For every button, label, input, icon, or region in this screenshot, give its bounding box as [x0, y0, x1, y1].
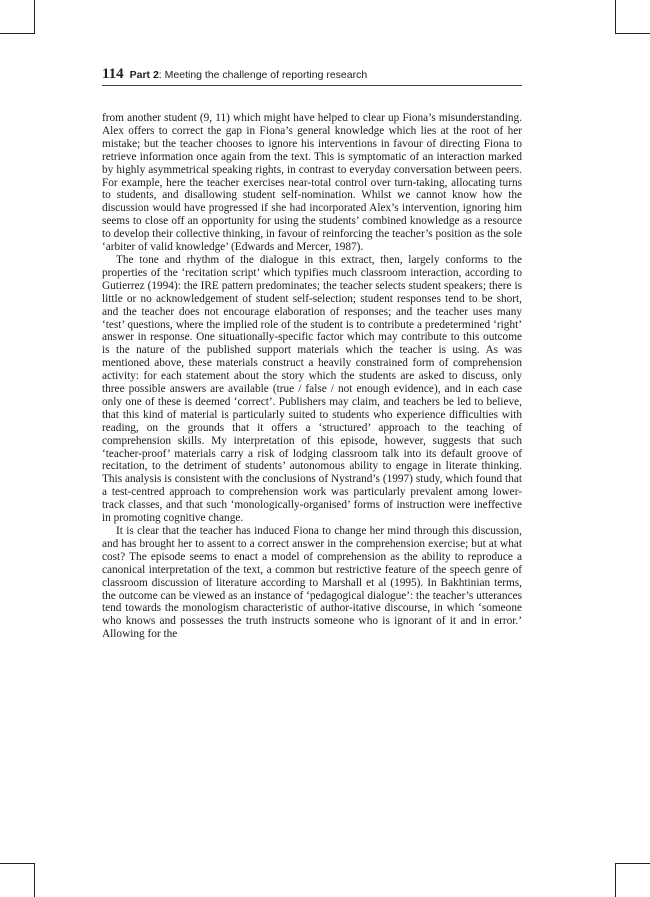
crop-mark [615, 863, 616, 897]
crop-mark [34, 0, 35, 34]
body-text [102, 112, 522, 641]
running-header [102, 66, 522, 84]
chapter-title: Meeting the challenge of reporting research [164, 69, 368, 81]
crop-mark [34, 863, 35, 897]
crop-mark [616, 33, 650, 34]
crop-mark [0, 863, 34, 864]
header-rule [102, 85, 522, 86]
page-number: 114 [102, 66, 124, 82]
crop-mark [615, 0, 616, 34]
paragraph: The tone and rhythm of the dialogue in this extract, then, largely conforms to the properties of the ‘recitation script’ which typifies much classroom interaction, according to Gutierrez (1994): the IRE pattern predominates; the teacher selects student speakers; there is little or no acknowledgement of student self-selection; student responses tend to be short, and the teacher does not encourage elaboration of responses; and the teacher uses many ‘test’ questions, where the implied role of the student is to contribute a predetermined ‘right’ answer in response. One situationally-specific factor which may contribute to this outcome is the nature of the published support materials which the teacher is using. As was mentioned above, these materials construct a heavily constrained form of comprehension activity: for each statement about the story which the students are asked to discuss, only three possible answers are available (true / false / not enough evidence), and in each case only one of these is deemed ‘correct’. Publishers may claim, and teachers be led to believe, that this kind of material is particularly suited to students who experience difficulties with reading, on the grounds that it offers a ‘structured’ approach to the teaching of comprehension skills. My interpretation of this episode, however, suggests that such ‘teacher-proof’ materials carry a risk of lodging classroom talk into its default groove of recitation, to the detriment of students’ autonomous ability to engage in literate thinking. This analysis is consistent with the conclusions of Nystrand’s (1997) study, which found that a test-centred approach to comprehension work was particularly prevalent among lower-track classes, and that such ‘monologically-organised’ forms of instruction were ineffective in promoting cognitive change. [102, 253, 522, 525]
paragraph: from another student (9, 11) which might have helped to clear up Fiona’s misunderstanding. Alex offers to correct the gap in Fiona’s general knowledge which lies at the root of her mistake; but the teacher chooses to ignore his interventions in favour of directing Fiona to retrieve information once again from the text. This is symptomatic of an interaction marked by highly asymmetrical speaking rights, in contrast to everyday conversation between peers. For example, here the teacher exercises near-total control over turn-taking, allocating turns to students, and disallowing student self-nomination. Whilst we cannot know how the discussion would have progressed if she had incorporated Alex’s intervention, ignoring him seems to close off an opportunity for using the students’ combined knowledge as a resource to develop their collective thinking, in favour of reinforcing the teacher’s position as the sole ‘arbiter of valid knowledge’ (Edwards and Mercer, 1987). [102, 112, 522, 254]
crop-mark [0, 33, 34, 34]
part-label: Part 2 [129, 69, 159, 81]
paragraph: It is clear that the teacher has induced Fiona to change her mind through this discussion, and has brought her to assent to a correct answer in the comprehension exercise; but at what cost? The episode seems to enact a model of comprehension as the ability to reproduce a canonical interpretation of the text, a common but restrictive feature of the speech genre of classroom discussion of literature according to Marshall et al (1995). In Bakhtinian terms, the outcome can be viewed as an instance of ‘pedagogical dialogue’: the teacher’s utterances tend towards the monologism characteristic of author-itative discourse, in which ‘someone who knows and possesses the truth instructs someone who is ignorant of it and in error.’ Allowing for the [102, 525, 522, 641]
header-separator: : [158, 69, 162, 81]
crop-mark [616, 863, 650, 864]
